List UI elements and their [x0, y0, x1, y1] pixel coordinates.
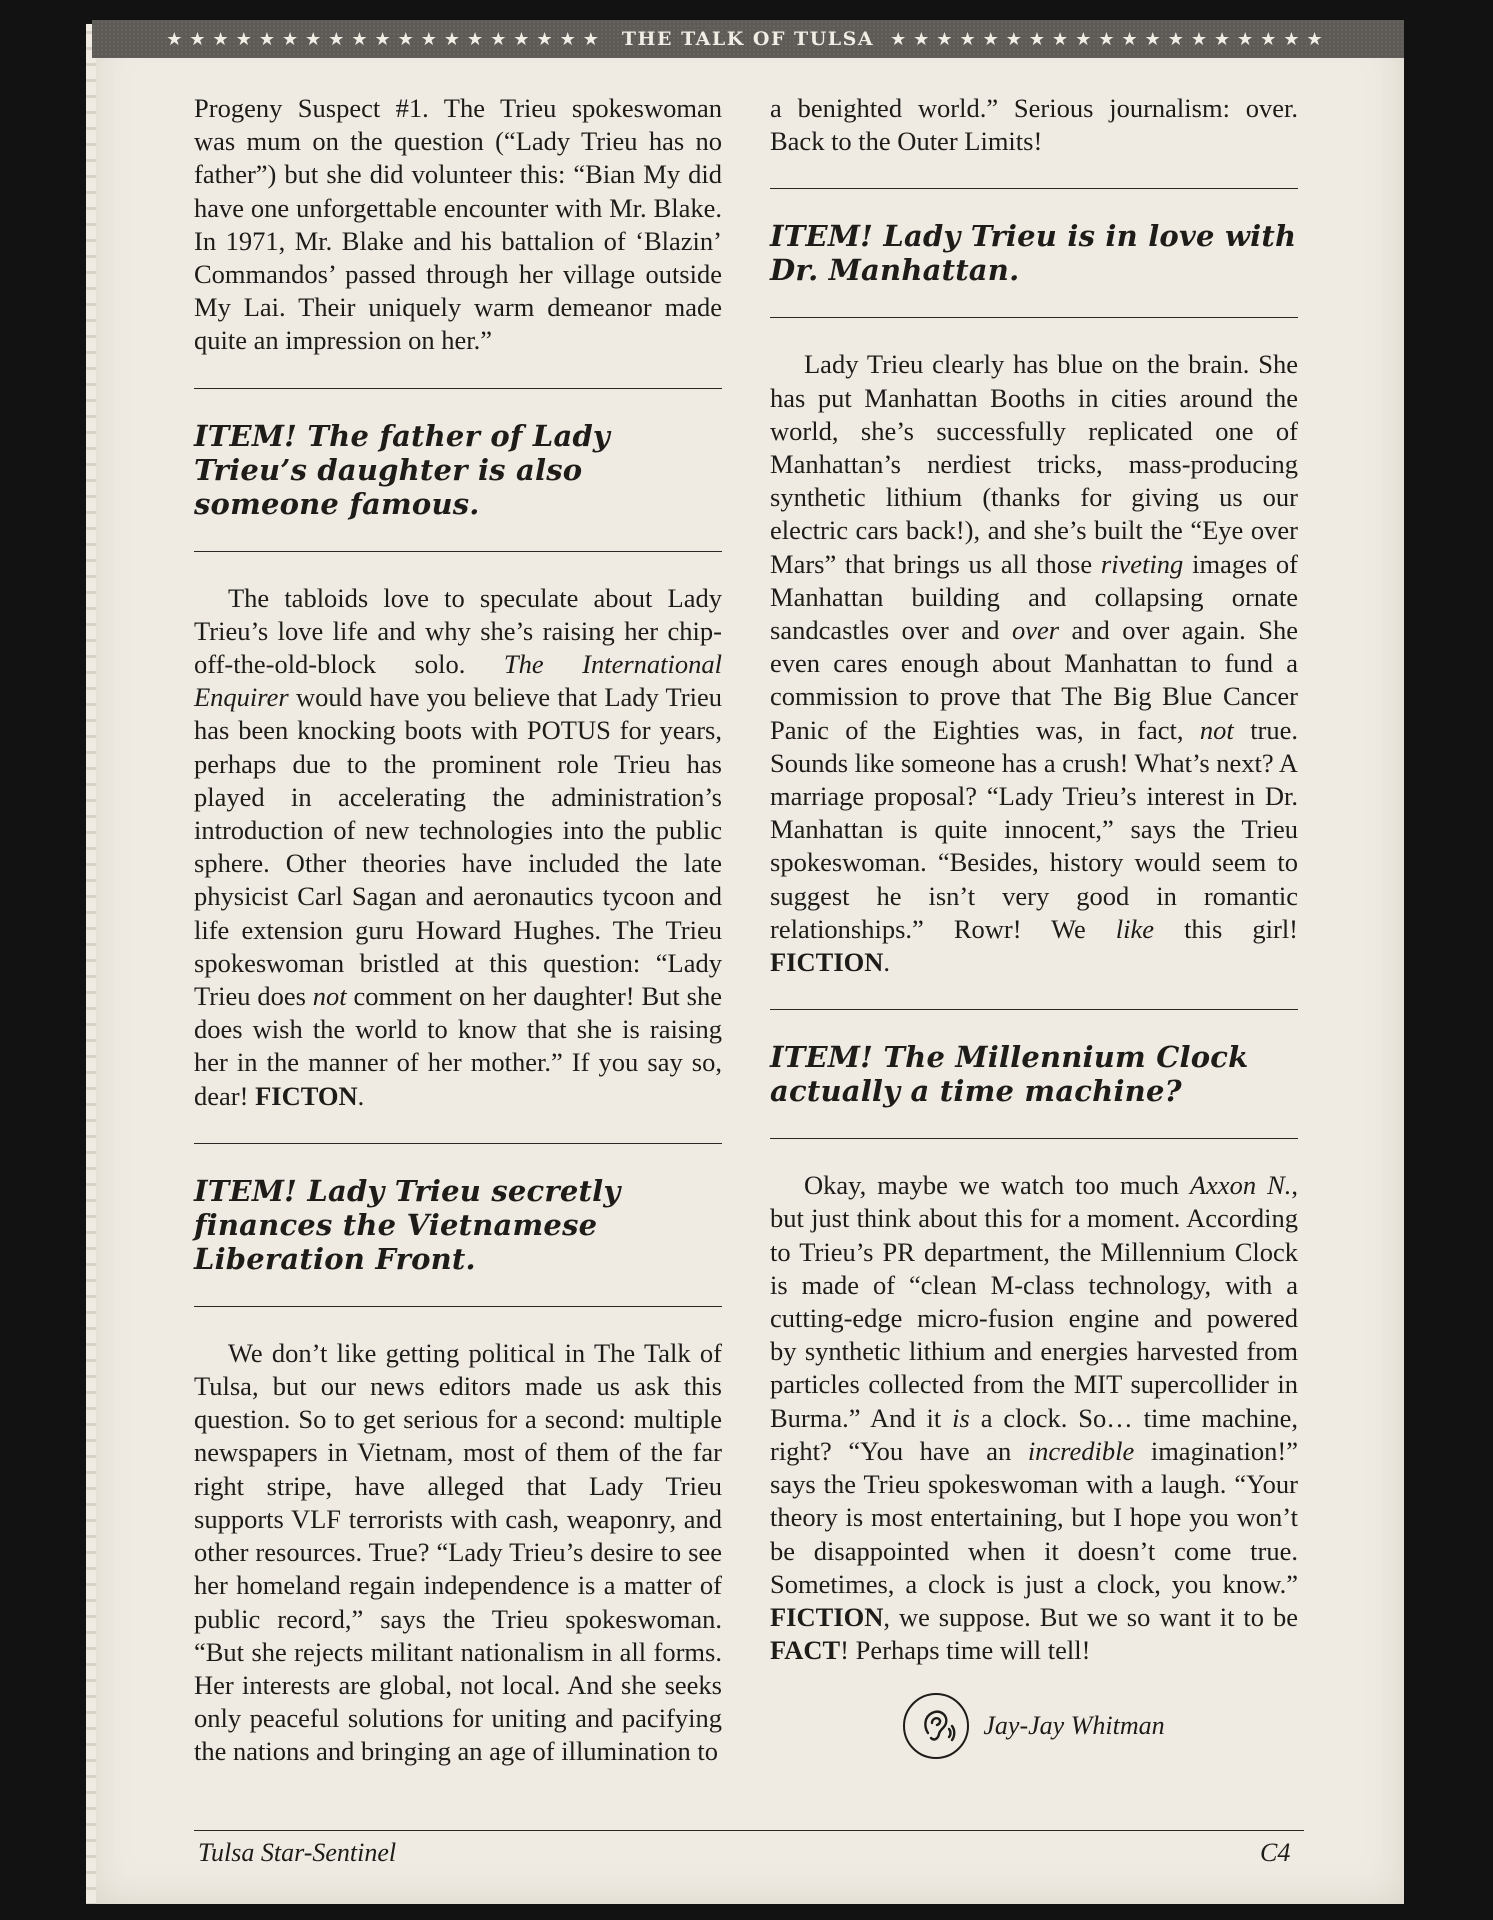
- item-body-clock: Okay, maybe we watch too much Axxon N., but just think about this for a moment. According to Trieu’s PR department, the Millennium Clock is made of “clean M-class technology, with a cutting-edge micro-fusion engine and powered by synthetic lithium and energies harvested from particles collected from the MIT supercollider in Burma.” And it is a clock. So… time machine, right? “You have an incredible imagination!” says the Trieu spokeswoman with a laugh. “Your theory is most entertaining, but I hope you won’t be disappointed when it doesn’t come true. Sometimes, a clock is just a clock, you know.” FICTION, we suppose. But we so want it to be FACT! Perhaps time will tell!: [770, 1170, 1299, 1666]
- page-number: C4: [1260, 1838, 1291, 1867]
- divider: [194, 1306, 722, 1307]
- item-body-father: The tabloids love to speculate about Lady Trieu’s love life and why she’s raising her chip-off-the-old-block solo. The International Enquirer would have you believe that Lady Trieu has been knocking boots with POTUS for years, perhaps due to the prominent role Trieu has played in accelerating the administration’s introduction of new technologies into the public sphere. Other theories have included the late physicist Carl Sagan and aeronautics tycoon and life extension guru Howard Hughes. The Trieu spokeswoman bristled at this question: “Lady Trieu does not comment on her daughter! But she does wish the world to know that she is raising her in the manner of her mother.” If you say so, dear! FICTON.: [194, 582, 723, 1111]
- ear-icon: [903, 1693, 969, 1759]
- section-header: [92, 20, 1404, 58]
- header-stars-right: ★★★★★★★★★★★★★★★★★★★: [890, 28, 1330, 50]
- divider: [770, 317, 1298, 318]
- continued-paragraph: Progeny Suspect #1. The Trieu spokeswoman was mum on the question (“Lady Trieu has no father”) but she did volunteer this: “Bian My did have one unforgettable encounter with Mr. Blake. In 1971, Mr. Blake and his battalion of ‘Blazin’ Commandos’ passed through her village outside My Lai. Their uniquely warm demeanor made quite an impression on her.”: [194, 93, 722, 356]
- verdict-label: FICTION: [770, 1601, 884, 1632]
- left-column: [194, 92, 722, 1769]
- divider: [194, 551, 722, 552]
- verdict-label: FICTON: [255, 1080, 358, 1111]
- footer-divider: [194, 1830, 1304, 1831]
- divider: [194, 1143, 722, 1144]
- divider: [194, 388, 722, 389]
- section-title: THE TALK OF TULSA: [621, 28, 875, 50]
- verdict-label: FICTION: [770, 947, 884, 978]
- right-column: [770, 92, 1298, 1759]
- divider: [770, 1009, 1298, 1010]
- verdict-label: FACT: [770, 1635, 841, 1666]
- author-name: Jay-Jay Whitman: [983, 1711, 1165, 1741]
- item-body-manhattan: Lady Trieu clearly has blue on the brain. She has put Manhattan Booths in cities around the world, she’s successfully replicated one of Manhattan’s nerdiest tricks, mass-producing synthetic lithium (thanks for giving us our electric cars back!), and she’s built the “Eye over Mars” that brings us all those riveting images of Manhattan building and collapsing ornate sandcastles over and over and over again. She even cares enough about Manhattan to fund a commission to prove that The Big Blue Cancer Panic of the Eighties was, in fact, not true. Sounds like someone has a crush! What’s next? A marriage proposal? “Lady Trieu’s interest in Dr. Manhattan is quite innocent,” says the Trieu spokeswoman. “Besides, history would seem to suggest he isn’t very good in romantic relationships.” Rowr! We like this girl! FICTION.: [770, 349, 1299, 978]
- byline: [770, 1693, 1298, 1759]
- item-heading-father: ITEM! The father of Lady Trieu’s daughter is also someone famous.: [194, 418, 610, 521]
- item-heading-vlf: ITEM! Lady Trieu secretly finances the Vietnamese Liberation Front.: [194, 1173, 621, 1276]
- publication-name: Tulsa Star-Sentinel: [198, 1838, 397, 1867]
- item-heading-clock: ITEM! The Millennium Clock actually a time machine?: [770, 1040, 1249, 1109]
- header-stars-left: ★★★★★★★★★★★★★★★★★★★: [166, 28, 606, 50]
- item-heading-manhattan: ITEM! Lady Trieu is in love with Dr. Manhattan.: [770, 219, 1297, 288]
- divider: [770, 188, 1298, 189]
- divider: [770, 1138, 1298, 1139]
- item-body-vlf: We don’t like getting political in The Talk of Tulsa, but our news editors made us ask this question. So to get serious for a second: multiple newspapers in Vietnam, most of them of the far right stripe, have alleged that Lady Trieu supports VLF terrorists with cash, weaponry, and other resources. True? “Lady Trieu’s desire to see her homeland regain independence is a matter of public record,” says the Trieu spokeswoman. “But she rejects militant nationalism in all forms. Her interests are global, not local. And she seeks only peaceful solutions for uniting and pacifying the nations and bringing an age of illumination to: [194, 1337, 722, 1767]
- continued-paragraph-right: a benighted world.” Serious journalism: over. Back to the Outer Limits!: [770, 93, 1298, 157]
